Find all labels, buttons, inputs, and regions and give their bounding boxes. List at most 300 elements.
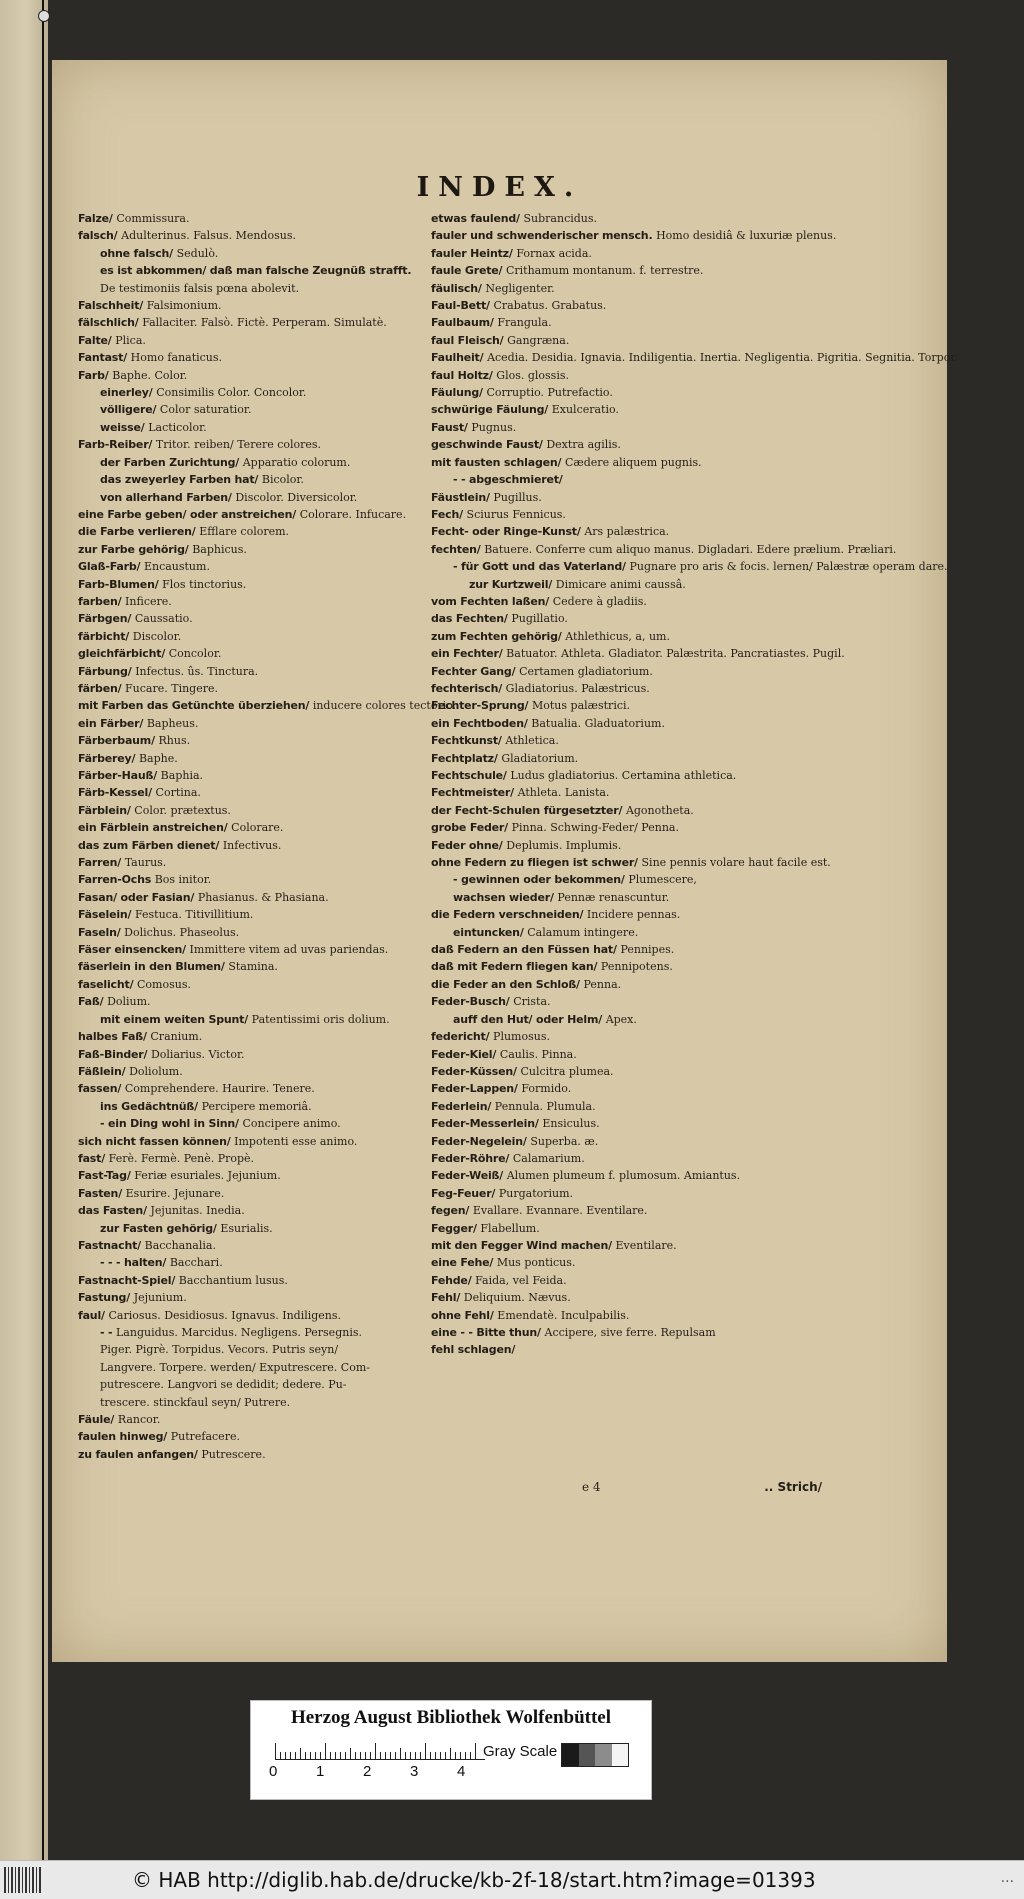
index-entry bbox=[431, 471, 816, 488]
german-term: mit Farben das Getünchte überziehen/ bbox=[78, 699, 313, 713]
index-entry bbox=[78, 837, 473, 854]
latin-translation: Apex. bbox=[605, 1012, 637, 1026]
latin-translation: Bacchanalia. bbox=[144, 1238, 216, 1252]
latin-translation: Eventilare. bbox=[615, 1238, 677, 1252]
ruler-tick bbox=[440, 1752, 441, 1759]
index-entry bbox=[431, 715, 816, 732]
index-entry bbox=[431, 993, 816, 1010]
german-term: weisse/ bbox=[100, 420, 149, 434]
index-entry bbox=[431, 280, 816, 297]
german-term: Feder ohne/ bbox=[431, 838, 507, 852]
latin-translation: Crithamum montanum. f. terrestre. bbox=[505, 264, 704, 278]
latin-translation: Ludus gladiatorius. Certamina athletica. bbox=[510, 769, 737, 782]
index-entry bbox=[78, 889, 473, 906]
latin-translation: Alumen plumeum f. plumosum. Amiantus. bbox=[506, 1169, 741, 1183]
latin-translation: Pugnare pro aris & focis. lernen/ Palæstræ operam dare. bbox=[629, 560, 948, 574]
latin-translation: Tritor. reiben/ Terere colores. bbox=[155, 438, 322, 452]
ruler-numbers bbox=[269, 1763, 499, 1783]
latin-translation: Sedulò. bbox=[176, 246, 219, 260]
index-entry bbox=[431, 976, 816, 993]
ruler-tick bbox=[275, 1743, 276, 1759]
german-term: ins Gedächtnüß/ bbox=[100, 1099, 202, 1113]
latin-translation: Flabellum. bbox=[480, 1221, 540, 1235]
index-entry bbox=[78, 210, 473, 227]
index-entry bbox=[78, 332, 473, 349]
german-term: Faß/ bbox=[78, 995, 108, 1009]
german-term: der Fecht-Schulen fürgesetzter/ bbox=[431, 803, 626, 817]
german-term: Fechter-Sprung/ bbox=[431, 699, 532, 713]
german-term: Fäulung/ bbox=[431, 386, 487, 400]
german-term: - für Gott und das Vaterland/ bbox=[453, 560, 630, 574]
german-term: Feder-Messerlein/ bbox=[431, 1117, 543, 1131]
latin-translation: Efflare colorem. bbox=[199, 525, 290, 539]
german-term: zur Kurtzweil/ bbox=[469, 577, 556, 591]
german-term: fechten/ bbox=[431, 542, 485, 556]
index-entry bbox=[78, 1376, 473, 1393]
index-entry bbox=[431, 750, 816, 767]
german-term: Färberey/ bbox=[78, 751, 139, 765]
ruler-tick bbox=[290, 1752, 291, 1759]
german-term: Fegger/ bbox=[431, 1221, 481, 1235]
latin-translation: Concolor. bbox=[168, 647, 222, 661]
latin-translation: Apparatio colorum. bbox=[242, 455, 351, 469]
index-entry bbox=[431, 1098, 816, 1115]
index-entry bbox=[431, 697, 816, 714]
ruler-tick bbox=[370, 1752, 371, 1759]
index-entry bbox=[78, 314, 473, 331]
latin-translation: Infectivus. bbox=[222, 838, 282, 852]
german-term: zur Farbe gehörig/ bbox=[78, 542, 193, 556]
german-term: Fäustlein/ bbox=[431, 490, 494, 504]
german-term: Faust/ bbox=[431, 420, 472, 434]
latin-translation: Jejunitas. Inedia. bbox=[150, 1204, 245, 1218]
index-entry bbox=[78, 941, 473, 958]
german-term: Fech/ bbox=[431, 507, 467, 521]
latin-translation: Rhus. bbox=[158, 734, 191, 748]
ruler-tick bbox=[310, 1752, 311, 1759]
index-entry bbox=[78, 854, 473, 871]
index-entry bbox=[431, 1011, 816, 1028]
latin-translation: Encaustum. bbox=[143, 560, 210, 574]
german-term: Fehde/ bbox=[431, 1273, 476, 1287]
ruler-tick bbox=[315, 1752, 316, 1759]
index-entry bbox=[431, 628, 816, 645]
german-term: Fäser einsencken/ bbox=[78, 943, 190, 957]
latin-translation: Mus ponticus. bbox=[496, 1256, 576, 1270]
ruler-tick bbox=[385, 1752, 386, 1759]
index-entry bbox=[431, 889, 816, 906]
german-term: Falze/ bbox=[78, 212, 117, 225]
index-entry bbox=[78, 767, 473, 784]
latin-translation: Sine pennis volare haut facile est. bbox=[641, 856, 831, 870]
latin-translation: Rancor. bbox=[117, 1413, 161, 1427]
index-entry bbox=[78, 245, 473, 262]
index-entry bbox=[78, 1307, 473, 1324]
german-term: Fastnacht/ bbox=[78, 1238, 145, 1252]
latin-translation: Putrescere. bbox=[201, 1447, 266, 1461]
german-term: Farb-Reiber/ bbox=[78, 438, 156, 452]
german-term: faul Holtz/ bbox=[431, 368, 497, 382]
german-term: etwas faulend/ bbox=[431, 212, 524, 225]
index-entry bbox=[78, 1428, 473, 1445]
latin-translation: Negligenter. bbox=[485, 281, 555, 295]
latin-translation: Patentissimi oris dolium. bbox=[251, 1012, 390, 1026]
index-entry bbox=[431, 1115, 816, 1132]
index-entry bbox=[431, 210, 816, 227]
ruler-tick bbox=[380, 1752, 381, 1759]
latin-translation: Formido. bbox=[521, 1082, 572, 1096]
index-entry bbox=[431, 1289, 816, 1306]
index-entry bbox=[431, 1272, 816, 1289]
german-term: fauler und schwenderischer mensch. bbox=[431, 229, 657, 243]
gray-swatch bbox=[612, 1744, 629, 1766]
latin-translation: Frangula. bbox=[497, 316, 552, 330]
ruler-tick bbox=[395, 1752, 396, 1759]
index-entry bbox=[431, 1028, 816, 1045]
latin-translation: Falsimonium. bbox=[146, 299, 222, 313]
ruler-tick bbox=[445, 1752, 446, 1759]
index-entry bbox=[78, 819, 473, 836]
index-entry bbox=[78, 384, 473, 401]
ruler-tick bbox=[345, 1752, 346, 1759]
latin-translation: Bacchari. bbox=[169, 1256, 223, 1270]
german-term: Feder-Kiel/ bbox=[431, 1047, 500, 1061]
latin-translation: Exulceratio. bbox=[551, 403, 619, 417]
latin-translation: Colorare. Infucare. bbox=[299, 507, 407, 521]
german-term: das Fasten/ bbox=[78, 1204, 151, 1218]
german-term: Feder-Küssen/ bbox=[431, 1064, 521, 1078]
latin-translation: Stamina. bbox=[228, 960, 278, 974]
index-entry bbox=[78, 558, 473, 575]
index-entry bbox=[431, 1237, 816, 1254]
german-term: fauler Heintz/ bbox=[431, 246, 517, 260]
index-entry bbox=[431, 958, 816, 975]
german-term: Farb/ bbox=[78, 368, 113, 382]
german-term: Falte/ bbox=[78, 333, 116, 347]
index-entry bbox=[431, 732, 816, 749]
latin-translation: Faida, vel Feida. bbox=[475, 1273, 567, 1287]
index-entry bbox=[431, 906, 816, 923]
german-term: eine Farbe geben/ oder anstreichen/ bbox=[78, 507, 300, 521]
index-entry bbox=[431, 489, 816, 506]
page-edge-marker bbox=[38, 10, 50, 22]
german-term: Färblein/ bbox=[78, 803, 135, 817]
latin-translation: Feriæ esuriales. Jejunium. bbox=[134, 1169, 281, 1183]
index-entry bbox=[78, 802, 473, 819]
latin-translation: Deplumis. Implumis. bbox=[506, 838, 622, 852]
index-entry bbox=[78, 1080, 473, 1097]
latin-translation: Fallaciter. Falsò. Fictè. Perperam. Simulatè. bbox=[142, 316, 387, 330]
latin-translation: Plica. bbox=[115, 333, 146, 347]
german-term: Fechter Gang/ bbox=[431, 664, 520, 678]
index-entry bbox=[431, 663, 816, 680]
right-index-column bbox=[431, 210, 958, 1359]
german-term: Fantast/ bbox=[78, 351, 131, 365]
index-entry bbox=[78, 663, 473, 680]
ruler-tick bbox=[405, 1752, 406, 1759]
index-entry bbox=[78, 349, 473, 366]
index-entry bbox=[431, 1080, 816, 1097]
latin-translation: Dolichus. Phaseolus. bbox=[124, 925, 240, 939]
latin-translation: Lacticolor. bbox=[148, 420, 207, 434]
german-term: einerley/ bbox=[100, 386, 157, 400]
ruler-tick bbox=[330, 1752, 331, 1759]
german-term: Fastnacht-Spiel/ bbox=[78, 1273, 179, 1287]
german-term: fäulisch/ bbox=[431, 281, 486, 295]
latin-translation: Accipere, sive ferre. Repulsam bbox=[544, 1326, 716, 1339]
latin-translation: Pinna. Schwing-Feder/ Penna. bbox=[511, 821, 679, 835]
latin-translation: Phasianus. & Phasiana. bbox=[197, 890, 329, 904]
latin-translation: trescere. stinckfaul seyn/ Putrere. bbox=[100, 1395, 291, 1409]
latin-translation: Impotenti esse animo. bbox=[234, 1134, 358, 1148]
german-term: Federlein/ bbox=[431, 1099, 495, 1113]
index-entry bbox=[78, 1185, 473, 1202]
latin-translation: Colorare. bbox=[231, 821, 284, 835]
latin-translation: Pennipotens. bbox=[600, 960, 673, 974]
index-entry bbox=[78, 1202, 473, 1219]
index-entry bbox=[431, 506, 816, 523]
library-color-card bbox=[250, 1700, 652, 1800]
latin-translation: Doliolum. bbox=[129, 1064, 183, 1078]
library-name: Herzog August Bibliothek Wolfenbüttel bbox=[290, 1707, 612, 1728]
latin-translation: Color saturatior. bbox=[159, 403, 252, 417]
index-entry bbox=[431, 680, 816, 697]
index-entry bbox=[78, 1028, 473, 1045]
latin-translation: Jejunium. bbox=[133, 1291, 187, 1305]
ruler-tick bbox=[425, 1743, 426, 1759]
german-term: das zum Färben dienet/ bbox=[78, 838, 223, 852]
index-entry bbox=[78, 1446, 473, 1463]
latin-translation: Agonotheta. bbox=[625, 803, 694, 817]
latin-translation: Doliarius. Victor. bbox=[150, 1047, 245, 1061]
latin-translation: Cedere à gladiis. bbox=[552, 594, 647, 608]
latin-translation: Deliquium. Nævus. bbox=[463, 1291, 571, 1305]
german-term: federicht/ bbox=[431, 1030, 494, 1044]
index-entry bbox=[431, 819, 816, 836]
index-entry bbox=[78, 593, 473, 610]
latin-translation: Batuator. Athleta. Gladiator. Palæstrita. Pancratiastes. Pugil. bbox=[506, 647, 845, 661]
german-term: ohne falsch/ bbox=[100, 246, 177, 260]
gray-scale-swatches bbox=[561, 1743, 629, 1767]
more-icon[interactable]: ... bbox=[1000, 1870, 1014, 1886]
latin-translation: Taurus. bbox=[124, 856, 167, 870]
index-entry bbox=[431, 314, 816, 331]
adjacent-page-edge bbox=[0, 0, 48, 1860]
latin-translation: Dextra agilis. bbox=[546, 438, 621, 452]
index-entry bbox=[78, 1133, 473, 1150]
latin-translation: Bapheus. bbox=[146, 716, 199, 730]
german-term: Fast-Tag/ bbox=[78, 1169, 135, 1183]
german-term: Fäßlein/ bbox=[78, 1064, 130, 1078]
index-entry bbox=[78, 1046, 473, 1063]
index-entry bbox=[78, 1289, 473, 1306]
latin-translation: Plumescere, bbox=[628, 873, 697, 887]
german-term: fechterisch/ bbox=[431, 681, 506, 695]
latin-translation: Superba. æ. bbox=[530, 1134, 599, 1148]
german-term: faselicht/ bbox=[78, 977, 138, 991]
page-edge-line bbox=[42, 0, 44, 1860]
latin-translation: Penna. bbox=[583, 977, 622, 991]
gray-scale-label: Gray Scale bbox=[483, 1743, 558, 1760]
ruler-tick bbox=[365, 1752, 366, 1759]
latin-translation: Athleta. Lanista. bbox=[517, 786, 610, 800]
ruler-tick bbox=[400, 1748, 401, 1759]
latin-translation: Languidus. Marcidus. Negligens. Persegnis. bbox=[116, 1326, 362, 1339]
ruler-tick bbox=[435, 1752, 436, 1759]
ruler-tick bbox=[430, 1752, 431, 1759]
latin-translation: Cariosus. Desidiosus. Ignavus. Indiligens. bbox=[108, 1308, 342, 1322]
german-term: fäserlein in den Blumen/ bbox=[78, 960, 229, 974]
ruler-tick bbox=[415, 1752, 416, 1759]
latin-translation: Baphia. bbox=[160, 769, 204, 782]
ruler-number: 2 bbox=[363, 1763, 372, 1780]
latin-translation: Inficere. bbox=[125, 594, 172, 608]
german-term: eine - - Bitte thun/ bbox=[431, 1326, 545, 1339]
latin-translation: De testimoniis falsis pœna abolevit. bbox=[100, 281, 300, 295]
latin-translation: Pugnus. bbox=[471, 420, 517, 434]
index-entry bbox=[78, 1411, 473, 1428]
latin-translation: Ars palæstrica. bbox=[584, 525, 670, 539]
german-term: der Farben Zurichtung/ bbox=[100, 455, 243, 469]
latin-translation: Baphe. Color. bbox=[112, 368, 188, 382]
german-term: die Farbe verlieren/ bbox=[78, 525, 200, 539]
german-term: Fäselein/ bbox=[78, 908, 135, 922]
german-term: fälschlich/ bbox=[78, 316, 143, 330]
index-entry bbox=[78, 1011, 473, 1028]
german-term: Fechtplatz/ bbox=[431, 751, 502, 765]
german-term: ein Färblein anstreichen/ bbox=[78, 821, 232, 835]
index-entry bbox=[431, 523, 816, 540]
copyright-url[interactable]: © HAB http://diglib.hab.de/drucke/kb-2f-18/start.htm?image=01393 bbox=[132, 1868, 816, 1892]
german-term: halbes Faß/ bbox=[78, 1030, 151, 1044]
page-title: INDEX. bbox=[416, 172, 583, 203]
index-entry bbox=[431, 1254, 816, 1271]
index-entry bbox=[78, 645, 473, 662]
latin-translation: Percipere memoriâ. bbox=[201, 1099, 312, 1113]
latin-translation: Langvere. Torpere. werden/ Exputrescere. Com- bbox=[100, 1360, 370, 1374]
index-entry bbox=[431, 576, 816, 593]
latin-translation: Fornax acida. bbox=[516, 246, 592, 260]
latin-translation: putrescere. Langvori se dedidit; dedere. Pu- bbox=[100, 1378, 347, 1392]
latin-translation: inducere colores tectorio. bbox=[312, 699, 457, 713]
latin-translation: Pugillatio. bbox=[511, 612, 568, 626]
german-term: Faulheit/ bbox=[431, 351, 488, 365]
latin-translation: Esurire. Jejunare. bbox=[125, 1186, 225, 1200]
german-term: auff den Hut/ oder Helm/ bbox=[453, 1012, 606, 1026]
index-entry bbox=[431, 854, 831, 871]
index-entry bbox=[78, 541, 473, 558]
index-entry bbox=[431, 1150, 816, 1167]
index-entry bbox=[431, 784, 816, 801]
german-term: Feder-Lappen/ bbox=[431, 1082, 522, 1096]
german-term: fehl schlagen/ bbox=[431, 1343, 516, 1357]
latin-translation: Homo fanaticus. bbox=[130, 351, 223, 365]
latin-translation: Caulis. Pinna. bbox=[499, 1047, 577, 1061]
index-entry bbox=[78, 1254, 473, 1271]
german-term: - - - halten/ bbox=[100, 1256, 170, 1270]
latin-translation: Plumosus. bbox=[493, 1030, 550, 1044]
german-term: - - abgeschmieret/ bbox=[453, 473, 563, 487]
index-entry bbox=[78, 1272, 476, 1289]
german-term: Fechtkunst/ bbox=[431, 734, 506, 748]
german-term: faul/ bbox=[78, 1308, 109, 1322]
index-entry bbox=[431, 871, 816, 888]
index-entry bbox=[431, 1341, 816, 1358]
german-term: Faß-Binder/ bbox=[78, 1047, 151, 1061]
index-entry bbox=[78, 489, 473, 506]
index-entry bbox=[431, 262, 816, 279]
latin-translation: Pennula. Plumula. bbox=[494, 1099, 596, 1113]
latin-translation: Culcitra plumea. bbox=[520, 1064, 614, 1078]
latin-translation: Athlethicus, a, um. bbox=[565, 629, 670, 643]
latin-translation: Pugillus. bbox=[493, 490, 542, 504]
german-term: Feder-Negelein/ bbox=[431, 1134, 531, 1148]
latin-translation: Bacchantium lusus. bbox=[178, 1273, 288, 1287]
index-entry bbox=[431, 941, 816, 958]
german-term: fassen/ bbox=[78, 1082, 125, 1096]
scale-ruler bbox=[275, 1741, 485, 1760]
german-term: Feder-Busch/ bbox=[431, 995, 514, 1009]
index-entry bbox=[78, 680, 473, 697]
german-term: die Federn verschneiden/ bbox=[431, 908, 587, 922]
index-entry bbox=[78, 1324, 473, 1341]
german-term: schwürige Fäulung/ bbox=[431, 403, 552, 417]
latin-translation: Cædere aliquem pugnis. bbox=[565, 455, 702, 469]
ruler-tick bbox=[355, 1752, 356, 1759]
latin-translation: Gladiatorium. bbox=[501, 751, 579, 765]
german-term: Färberbaum/ bbox=[78, 734, 159, 748]
index-entry bbox=[431, 419, 816, 436]
latin-translation: Gangræna. bbox=[507, 333, 570, 347]
ruler-tick bbox=[325, 1743, 326, 1759]
german-term: Fasan/ oder Fasian/ bbox=[78, 890, 198, 904]
latin-translation: Caussatio. bbox=[134, 612, 193, 626]
index-entry bbox=[78, 958, 473, 975]
latin-translation: Putrefacere. bbox=[170, 1430, 240, 1444]
latin-translation: Esurialis. bbox=[220, 1221, 273, 1235]
index-entry bbox=[431, 297, 816, 314]
index-entry bbox=[431, 593, 816, 610]
latin-translation: Immittere vitem ad uvas pariendas. bbox=[189, 943, 389, 957]
index-entry bbox=[78, 976, 473, 993]
latin-translation: Emendatè. Inculpabilis. bbox=[497, 1308, 630, 1322]
ruler-tick bbox=[300, 1748, 301, 1759]
german-term: zu faulen anfangen/ bbox=[78, 1447, 202, 1461]
ruler-tick bbox=[340, 1752, 341, 1759]
gray-swatch bbox=[595, 1744, 612, 1766]
german-term: ein Färber/ bbox=[78, 716, 147, 730]
latin-translation: Baphe. bbox=[138, 751, 178, 765]
latin-translation: Bicolor. bbox=[261, 473, 304, 487]
index-entry bbox=[431, 1063, 816, 1080]
latin-translation: Comprehendere. Haurire. Tenere. bbox=[124, 1082, 315, 1096]
german-term: Farren/ bbox=[78, 856, 125, 870]
index-entry bbox=[431, 767, 816, 784]
index-entry bbox=[431, 349, 958, 366]
ruler-tick bbox=[280, 1752, 281, 1759]
index-entry bbox=[431, 1046, 816, 1063]
german-term: Färber-Hauß/ bbox=[78, 769, 161, 782]
latin-translation: Color. prætextus. bbox=[134, 803, 231, 817]
german-term: Färbung/ bbox=[78, 664, 136, 678]
german-term: Fechtmeister/ bbox=[431, 786, 518, 800]
viewer-footer bbox=[0, 1860, 1024, 1899]
latin-translation: Batuere. Conferre cum aliquo manus. Digladari. Edere prælium. Præliari. bbox=[484, 542, 897, 556]
german-term: falsch/ bbox=[78, 229, 122, 243]
german-term: vom Fechten laßen/ bbox=[431, 594, 553, 608]
latin-translation: Concipere animo. bbox=[242, 1117, 341, 1131]
index-entry bbox=[78, 297, 473, 314]
